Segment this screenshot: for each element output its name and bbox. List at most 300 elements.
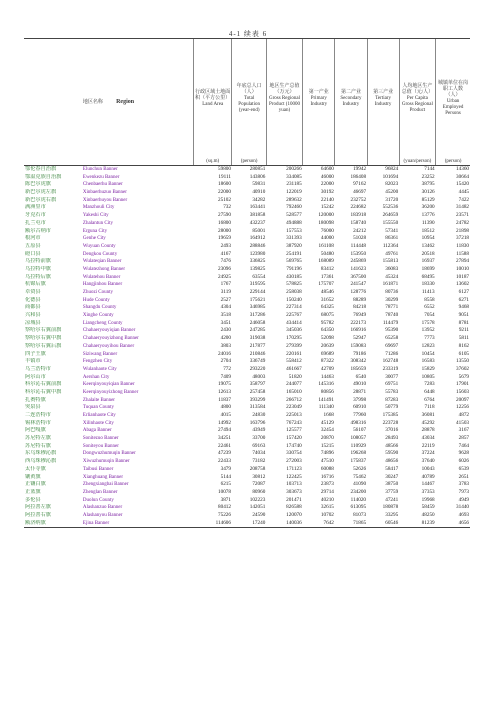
primary-cell: 64350: [320, 327, 334, 334]
population-cell: 48003: [252, 373, 266, 380]
land-area-cell: 23096: [218, 265, 231, 272]
secondary-cell: 19942: [353, 166, 367, 172]
per-capita-cell: 37224: [421, 450, 435, 457]
header-secondary: 第二产业 Secondary Industry: [335, 39, 367, 160]
region-name-zh: 五原县: [25, 242, 41, 249]
per-capita-cell: 16937: [421, 258, 435, 265]
employed-cell: 41503: [456, 419, 469, 426]
region-name-en: Zhalantun City: [82, 220, 114, 226]
employed-cell: 9211: [458, 327, 469, 334]
secondary-cell: 153950: [350, 250, 367, 257]
tertiary-cell: 37016: [385, 427, 399, 434]
unit-population: (person): [232, 159, 266, 166]
population-cell: 102223: [249, 496, 266, 503]
population-cell: 432237: [249, 219, 266, 226]
primary-cell: 95782: [320, 319, 334, 326]
tertiary-cell: 175385: [382, 412, 399, 418]
land-area-cell: 27494: [218, 427, 231, 434]
primary-cell: 15242: [320, 204, 334, 211]
tertiary-cell: 162748: [382, 358, 399, 365]
land-area-cell: 28000: [218, 227, 231, 234]
land-area-cell: 24925: [218, 273, 231, 280]
header-employed: 城镇单位在岗职工人数（人） Urban Employed Persons: [436, 39, 470, 160]
population-cell: 288846: [249, 242, 266, 249]
population-cell: 247285: [249, 327, 266, 334]
population-cell: 346985: [249, 304, 266, 311]
per-capita-cell: 36081: [421, 412, 435, 418]
secondary-cell: 46697: [353, 189, 367, 196]
population-cell: 208758: [249, 465, 266, 472]
region-name-zh: 新巴尔虎右旗: [25, 196, 57, 203]
population-cell: 24830: [252, 412, 266, 418]
per-capita-cell: 11413: [421, 289, 435, 295]
population-cell: 85001: [252, 227, 266, 234]
employed-cell: 6127: [458, 289, 469, 295]
region-name-en: Wulatehou Banner: [82, 274, 121, 280]
tertiary-cell: 33295: [385, 511, 399, 518]
grp-cell: 792460: [286, 204, 302, 211]
per-capita-cell: 6448: [424, 388, 435, 395]
region-name-zh: 太仆寺旗: [25, 465, 46, 472]
tertiary-cell: 114479: [382, 319, 399, 326]
population-cell: 229144: [249, 289, 266, 295]
tertiary-cell: 101694: [382, 173, 399, 180]
table-row: [24, 366, 470, 374]
region-header-zh: 地区名称: [82, 99, 103, 105]
primary-cell: 45129: [320, 419, 334, 426]
region-name-zh: 阿拉善左旗: [25, 504, 51, 511]
land-area-cell: 3803: [220, 342, 231, 349]
region-name-en: Wuyuan County: [82, 243, 116, 249]
table-row: [24, 235, 470, 243]
population-cell: 33700: [252, 435, 266, 442]
table-row: [24, 397, 470, 405]
region-name-en: Wulanhaote City: [82, 366, 117, 372]
per-capita-cell: 10954: [421, 235, 435, 242]
primary-cell: 52098: [320, 335, 334, 342]
grp-cell: 140036: [266, 520, 302, 528]
tertiary-cell: 155550: [382, 219, 399, 226]
table-row: [24, 243, 470, 251]
region-name-en: Ewenkezu Banner: [82, 174, 120, 180]
employed-cell: 31482: [456, 204, 469, 211]
land-area-cell: 80412: [218, 504, 231, 511]
tertiary-cell: 69697: [385, 342, 399, 349]
land-area-cell: 25102: [218, 196, 231, 203]
population-cell: 34282: [252, 196, 266, 203]
grp-cell: 569765: [286, 258, 302, 265]
employed-cell: 20097: [456, 396, 469, 403]
table-body: [24, 166, 470, 528]
grp-cell: 120070: [286, 511, 302, 518]
primary-cell: 80856: [320, 388, 334, 395]
header-land-area: 行政区域土地面积（平方公里） Land Area: [193, 39, 232, 160]
population-cell: 393299: [249, 396, 266, 403]
employed-cell: 37602: [456, 365, 469, 372]
region-name-en: Chahaeryouyihou Banner: [82, 343, 135, 349]
population-cell: 164912: [249, 235, 266, 242]
secondary-cell: 49010: [353, 381, 367, 388]
header-grp: 地区生产总值（万元） Gross Regional Product (10000 yuan): [266, 39, 302, 160]
table-row: [24, 374, 470, 382]
primary-cell: 29714: [320, 488, 334, 495]
tertiary-cell: 82023: [385, 181, 399, 188]
per-capita-cell: 7054: [424, 312, 435, 319]
grp-cell: 231185: [286, 181, 302, 188]
land-area-cell: 3518: [220, 312, 231, 319]
per-capita-cell: 7283: [424, 381, 435, 388]
grp-cell: 767243: [286, 419, 302, 426]
primary-cell: 180098: [318, 219, 334, 226]
grp-cell: 528577: [286, 212, 302, 219]
per-capita-cell: 36200: [421, 204, 435, 211]
employed-cell: 9628: [458, 450, 469, 457]
region-name-zh: 突泉县: [25, 404, 41, 411]
grp-cell: 330754: [286, 450, 302, 457]
grp-cell: 244077: [286, 381, 302, 388]
population-cell: 63554: [252, 273, 266, 280]
secondary-cell: 224682: [350, 204, 367, 211]
grp-cell: 171123: [286, 465, 302, 472]
grp-cell: 200266: [286, 166, 302, 172]
secondary-cell: 76949: [353, 312, 367, 319]
secondary-cell: 241547: [350, 281, 367, 288]
tertiary-cell: 112364: [382, 242, 399, 249]
grp-cell: 578825: [286, 281, 302, 288]
employed-cell: 6026: [458, 458, 469, 465]
per-capita-cell: 18330: [421, 281, 435, 288]
secondary-cell: 88289: [353, 296, 367, 303]
region-name-zh: 根河市: [25, 235, 41, 242]
region-name-zh: 陈巴尔虎旗: [25, 181, 51, 188]
tertiary-cell: 80736: [385, 289, 399, 295]
tertiary-cell: 49761: [385, 250, 399, 257]
primary-cell: 161108: [318, 242, 334, 249]
land-area-cell: 11837: [218, 396, 231, 403]
secondary-cell: 79186: [353, 350, 367, 357]
table-row: [24, 212, 470, 220]
tertiary-cell: 552536: [382, 204, 399, 211]
region-name-zh: 杭锦后旗: [25, 281, 46, 288]
primary-cell: 120000: [318, 212, 334, 219]
per-capita-cell: 40789: [421, 473, 435, 480]
secondary-cell: 308342: [350, 358, 367, 365]
region-name-zh: 察哈尔右翼中旗: [25, 335, 62, 342]
employed-cell: 4949: [458, 496, 469, 503]
primary-cell: 68075: [320, 312, 334, 319]
table-row: [24, 220, 470, 228]
population-cell: 43949: [252, 427, 266, 434]
land-area-cell: 4304: [220, 304, 231, 311]
grp-cell: 220161: [286, 350, 302, 357]
region-header: [24, 39, 193, 166]
table-row: [24, 443, 470, 451]
per-capita-cell: 18512: [421, 227, 435, 234]
primary-cell: 1668: [323, 412, 334, 418]
tertiary-cell: 30299: [385, 296, 399, 303]
employed-cell: 7973: [458, 488, 469, 495]
per-capita-cell: 85129: [421, 196, 435, 203]
employed-cell: 30664: [456, 173, 469, 180]
region-name-en: Xinbaerhuyou Banner: [82, 197, 128, 203]
employed-cell: 13550: [456, 358, 469, 365]
population-cell: 74034: [252, 450, 266, 457]
region-name-zh: 锡林浩特市: [25, 419, 51, 426]
table-row: [24, 512, 470, 520]
employed-cell: 27894: [456, 258, 469, 265]
grp-cell: 157420: [286, 435, 302, 442]
secondary-cell: 52626: [353, 465, 367, 472]
tertiary-cell: 95390: [385, 327, 399, 334]
per-capita-cell: 7118: [424, 404, 435, 411]
population-cell: 69163: [252, 442, 266, 449]
region-name-en: Zhengxiangbai Banner: [82, 482, 129, 488]
grp-cell: 279399: [286, 342, 302, 349]
population-cell: 142051: [249, 504, 266, 511]
land-area-cell: 3451: [220, 319, 231, 326]
secondary-cell: 183918: [350, 212, 367, 219]
region-name-zh: 乌兰浩特市: [25, 365, 51, 372]
population-cell: 319595: [249, 281, 266, 288]
tertiary-cell: 28493: [385, 435, 399, 442]
employed-cell: 3783: [458, 481, 469, 488]
primary-cell: 47510: [320, 458, 334, 465]
primary-cell: 30192: [320, 189, 334, 196]
per-capita-cell: 10805: [421, 373, 435, 380]
table-row: [24, 189, 470, 197]
table-row: [24, 481, 470, 489]
employed-cell: 4656: [436, 520, 470, 528]
employed-cell: 7422: [458, 196, 469, 203]
secondary-cell: 114020: [350, 496, 367, 503]
region-name-en: Shangdu County: [82, 305, 117, 311]
region-name-en: Manzhouli City: [82, 205, 115, 211]
per-capita-cell: 13776: [421, 212, 435, 219]
tertiary-cell: 161871: [382, 281, 399, 288]
population-cell: 293220: [249, 365, 266, 372]
region-name-en: Keerqinyouyizhong Banner: [82, 389, 139, 395]
table-row: [24, 297, 470, 305]
primary-cell: 168089: [318, 258, 334, 265]
land-area-cell: 732: [223, 204, 231, 211]
secondary-cell: 175837: [350, 458, 367, 465]
population-cell: 217877: [249, 342, 266, 349]
secondary-cell: 222173: [350, 319, 367, 326]
secondary-cell: 158740: [350, 219, 367, 226]
region-name-zh: 正镶白旗: [25, 481, 46, 488]
grp-cell: 150240: [286, 296, 302, 303]
primary-cell: 16716: [320, 473, 334, 480]
primary-cell: 32615: [320, 504, 334, 511]
population-cell: 358797: [249, 381, 266, 388]
tertiary-cell: 78740: [385, 312, 399, 319]
region-name-zh: 额济纳旗: [24, 520, 82, 528]
grp-cell: 122425: [286, 473, 302, 480]
region-name-en: Siziwang Banner: [82, 351, 118, 357]
region-name-zh: 察哈尔右翼后旗: [25, 342, 62, 349]
employed-cell: 8781: [458, 319, 469, 326]
table-row: [24, 466, 470, 474]
tertiary-cell: 223728: [382, 419, 399, 426]
employed-cell: 13602: [456, 281, 469, 288]
grp-cell: 387920: [286, 242, 302, 249]
land-area-cell: 2493: [220, 242, 231, 249]
unit-land-area: (sq.m): [193, 159, 232, 166]
tertiary-cell: 57341: [385, 227, 399, 234]
table-row: [24, 427, 470, 435]
table-row: [24, 520, 470, 528]
primary-cell: 175707: [318, 281, 334, 288]
primary-cell: 48546: [320, 289, 334, 295]
secondary-cell: 24212: [353, 227, 367, 234]
per-capita-cell: 10043: [421, 465, 435, 472]
region-name-zh: 苏尼特右旗: [25, 442, 51, 449]
employed-cell: 7464: [458, 442, 469, 449]
population-cell: 246058: [249, 319, 266, 326]
table-row: [24, 312, 470, 320]
per-capita-cell: 22119: [421, 442, 435, 449]
table-row: [24, 320, 470, 328]
grp-cell: 170295: [286, 335, 302, 342]
secondary-cell: 77960: [353, 412, 367, 418]
region-name-en: Tuquan County: [82, 405, 114, 411]
per-capita-cell: 43034: [421, 435, 435, 442]
region-name-zh: 额尔古纳市: [25, 227, 51, 234]
table-row: [24, 274, 470, 282]
table-row: [24, 174, 470, 182]
primary-cell: 40210: [320, 496, 334, 503]
primary-cell: 111340: [318, 404, 334, 411]
region-name-zh: 满洲里市: [25, 204, 46, 211]
per-capita-cell: 23252: [421, 173, 435, 180]
per-capita-cell: 38795: [421, 181, 435, 188]
population-cell: 336825: [249, 258, 266, 265]
region-name-en: Erguna City: [82, 228, 108, 234]
land-area-cell: 6215: [220, 481, 231, 488]
primary-cell: 32454: [320, 427, 334, 434]
land-area-cell: 4800: [220, 404, 231, 411]
per-capita-cell: 37640: [421, 458, 435, 465]
grp-cell: 289632: [286, 196, 302, 203]
land-area-cell: 1767: [220, 281, 231, 288]
primary-cell: 64325: [320, 304, 334, 311]
secondary-cell: 234200: [350, 488, 367, 495]
table-row: [24, 181, 470, 189]
per-capita-cell: 18699: [421, 265, 435, 272]
land-area-cell: 22433: [218, 458, 231, 465]
employed-cell: 5811: [458, 335, 469, 342]
primary-cell: 64600: [320, 166, 334, 172]
secondary-cell: 6540: [355, 373, 367, 380]
primary-cell: 22140: [320, 196, 334, 203]
table-row: [24, 504, 470, 512]
statistics-table-container: [24, 38, 470, 528]
table-row: [24, 474, 470, 482]
region-name-en: Xinbaerhuzuo Banner: [82, 190, 127, 196]
land-area-cell: 34251: [218, 435, 231, 442]
tertiary-cell: 55783: [385, 388, 399, 395]
region-name-en: Dengkou County: [82, 251, 118, 257]
employed-cell: 15603: [456, 388, 469, 395]
header-primary: 第一产业 Primary Industry: [303, 39, 335, 160]
header-tertiary: 第三产业 Tertiary Industry: [367, 39, 399, 160]
employed-cell: 31440: [456, 504, 469, 511]
region-name-zh: 西乌珠穆沁旗: [25, 458, 57, 465]
secondary-cell: 84218: [353, 304, 367, 311]
land-area-cell: 27590: [218, 212, 231, 219]
grp-cell: 272003: [286, 458, 302, 465]
region-name-en: Xianghuang Banner: [82, 474, 124, 480]
table-row: [24, 197, 470, 205]
region-name-en: Wulateqian Banner: [82, 259, 122, 265]
table-row: [24, 450, 470, 458]
employed-cell: 14360: [456, 166, 469, 172]
region-name-zh: 乌拉特后旗: [25, 273, 51, 280]
secondary-cell: 51028: [353, 235, 367, 242]
land-area-cell: 59800: [218, 166, 231, 172]
secondary-cell: 196268: [350, 450, 367, 457]
region-name-en: Fengzhen City: [82, 359, 113, 365]
header-row: [24, 39, 470, 160]
table-row: [24, 458, 470, 466]
per-capita-cell: 48250: [421, 511, 435, 518]
grp-cell: 434414: [286, 319, 302, 326]
land-area-cell: 22461: [218, 442, 231, 449]
population-cell: 80960: [252, 488, 266, 495]
employed-cell: 4445: [458, 189, 469, 196]
grp-cell: 125577: [286, 427, 302, 434]
per-capita-cell: 30126: [421, 189, 435, 196]
land-area-cell: 75226: [218, 511, 231, 518]
primary-cell: 141491: [318, 396, 334, 403]
land-area-cell: 2527: [220, 296, 231, 303]
tertiary-cell: 86361: [385, 235, 399, 242]
region-name-en: Chenbaerhu Banner: [82, 182, 123, 188]
region-name-zh: 兴和县: [25, 312, 41, 319]
region-name-zh: 科尔沁右翼中旗: [25, 388, 62, 395]
primary-cell: 69689: [320, 350, 334, 357]
population-cell: 143806: [249, 173, 266, 180]
per-capita-cell: 20518: [421, 250, 435, 257]
grp-cell: 227314: [286, 304, 302, 311]
secondary-cell: 110929: [350, 442, 367, 449]
land-area-cell: 772: [223, 365, 231, 372]
population-cell: 59831: [252, 181, 266, 188]
table-row: [24, 435, 470, 443]
land-area-cell: 19111: [218, 173, 231, 180]
per-capita-cell: 81239: [399, 520, 435, 528]
region-name-zh: 磴口县: [25, 250, 41, 257]
employed-cell: 11830: [456, 242, 469, 249]
secondary-cell: 28871: [353, 388, 367, 395]
primary-cell: 31652: [320, 296, 334, 303]
region-name-zh: 新巴尔虎左旗: [25, 189, 57, 196]
population-cell: 336749: [249, 358, 266, 365]
tertiary-cell: 37759: [385, 488, 399, 495]
region-name-en: Aershan City: [82, 374, 110, 380]
region-name-en: Sonitezuo Banner: [82, 436, 119, 442]
primary-cell: 83412: [320, 265, 334, 272]
secondary-cell: 97162: [353, 181, 367, 188]
region-name-zh: 凉城县: [25, 319, 41, 326]
region-name-en: Zhalaite Banner: [82, 397, 115, 403]
population-cell: 123980: [249, 250, 266, 257]
grp-cell: 165010: [286, 388, 302, 395]
population-cell: 72087: [252, 481, 266, 488]
population-cell: 319038: [249, 335, 266, 342]
tertiary-cell: 69751: [385, 381, 399, 388]
secondary-cell: 81073: [353, 511, 367, 518]
